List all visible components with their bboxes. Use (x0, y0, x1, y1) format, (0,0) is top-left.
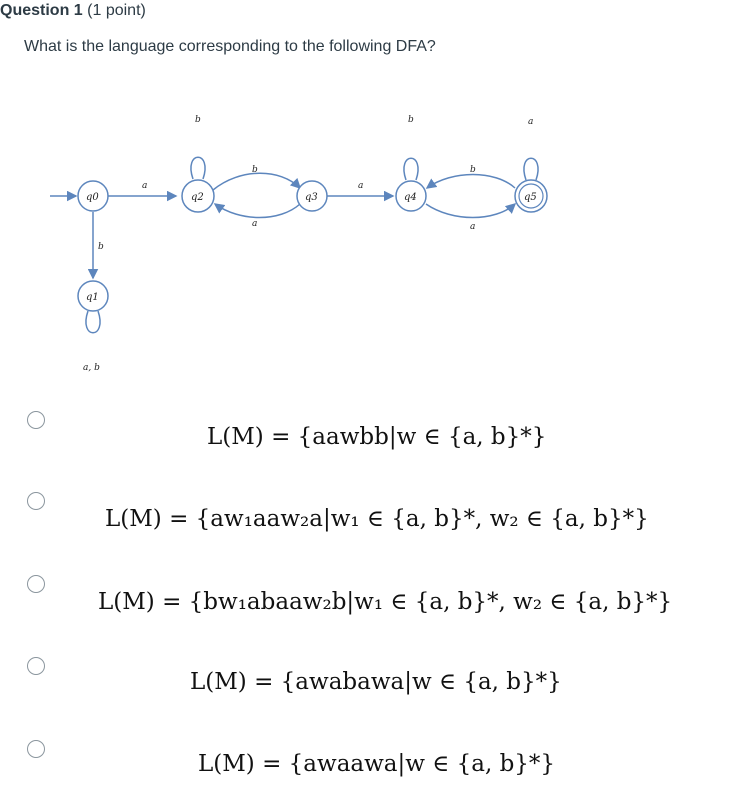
radio-button[interactable] (27, 657, 45, 675)
svg-text:q0: q0 (86, 192, 99, 203)
loop-q5 (524, 158, 538, 180)
edge-q3-q2 (215, 204, 300, 218)
svg-text:q2: q2 (191, 192, 204, 203)
edge-label-q0-q1: b (98, 242, 104, 252)
state-q4 (396, 181, 426, 211)
option-formula: L(M) = {awaawa|w ∈ {a, b}*} (198, 751, 556, 777)
answer-option-5[interactable] (0, 737, 739, 797)
state-q1 (78, 281, 108, 311)
radio-button[interactable] (27, 492, 45, 510)
answer-option-3[interactable] (0, 573, 739, 633)
answer-option-4[interactable] (0, 654, 739, 714)
radio-button[interactable] (27, 740, 45, 758)
loop-label-q1: a, b (83, 363, 100, 373)
edge-label-q5-q4: b (470, 165, 476, 175)
answer-option-1[interactable] (0, 404, 739, 464)
edge-label-q4-q5: a (470, 222, 476, 232)
question-header (0, 2, 146, 20)
edge-q5-q4 (427, 175, 515, 189)
question-text: What is the language corresponding to the following DFA? (24, 38, 436, 55)
option-formula: L(M) = {aw₁aaw₂a|w₁ ∈ {a, b}*, w₂ ∈ {a, b}*} (105, 506, 649, 532)
loop-label-q2: b (195, 115, 201, 125)
loop-label-q5: a (528, 117, 534, 127)
svg-text:q3: q3 (305, 192, 318, 203)
edge-label-q3-q2: b (252, 165, 258, 175)
edge-label-q0-q2: a (142, 181, 148, 191)
state-q3 (297, 181, 327, 211)
loop-q1 (86, 311, 100, 333)
loop-label-q4: b (408, 115, 414, 125)
question-points: (1 point) (87, 2, 146, 19)
svg-text:q4: q4 (404, 192, 417, 203)
dfa-diagram (40, 108, 560, 378)
svg-text:q5: q5 (524, 192, 537, 203)
option-formula: L(M) = {aawbb|w ∈ {a, b}*} (207, 424, 547, 450)
state-q5-accepting (515, 180, 547, 212)
question-title: Question 1 (0, 2, 83, 19)
edge-q4-q5 (426, 204, 515, 218)
option-formula: L(M) = {awabawa|w ∈ {a, b}*} (190, 669, 562, 695)
radio-button[interactable] (27, 575, 45, 593)
edge-label-q2-q3: a (252, 219, 258, 229)
edge-q2-q3 (213, 173, 300, 190)
svg-text:q1: q1 (86, 292, 99, 303)
loop-q4 (404, 158, 418, 180)
answer-option-2[interactable] (0, 489, 739, 549)
radio-button[interactable] (27, 411, 45, 429)
edge-label-q3-q4: a (358, 181, 364, 191)
option-formula: L(M) = {bw₁abaaw₂b|w₁ ∈ {a, b}*, w₂ ∈ {a, b}*} (98, 589, 673, 615)
loop-q2 (191, 157, 205, 179)
state-q2 (182, 180, 214, 212)
state-q0 (78, 181, 108, 211)
